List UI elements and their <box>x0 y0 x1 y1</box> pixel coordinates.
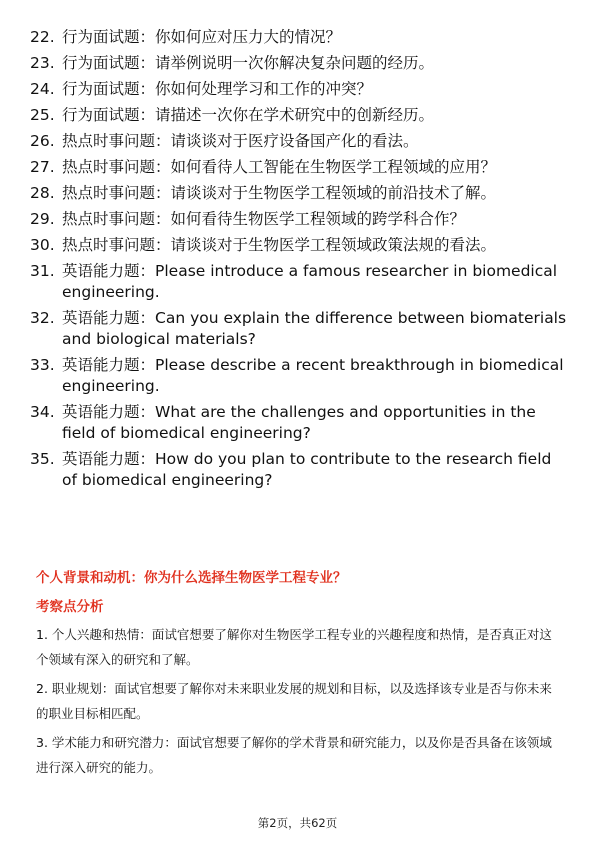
list-item <box>30 402 570 444</box>
analysis-point: 1. 个人兴趣和热情：面试官想要了解你对生物医学工程专业的兴趣程度和热情，是否真正对这个领域有深入的研究和了解。 <box>36 627 552 667</box>
question-number: 30. <box>30 236 55 254</box>
list-item <box>30 355 570 397</box>
question-number: 33. <box>30 356 55 374</box>
list-item <box>30 157 570 178</box>
question-number: 24. <box>30 80 55 98</box>
list-item <box>30 261 570 303</box>
question-number: 26. <box>30 132 55 150</box>
question-number: 27. <box>30 158 55 176</box>
question-number: 28. <box>30 184 55 202</box>
question-number: 35. <box>30 450 55 468</box>
question-text: 行为面试题：请描述一次你在学术研究中的创新经历。 <box>62 106 435 124</box>
question-text: 热点时事问题：如何看待生物医学工程领域的跨学科合作？ <box>62 210 466 228</box>
question-list <box>30 27 570 496</box>
question-text: 热点时事问题：请谈谈对于生物医学工程领域政策法规的看法。 <box>62 236 497 254</box>
section-heading: 个人背景和动机：你为什么选择生物医学工程专业？ <box>36 570 347 586</box>
list-item <box>30 308 570 350</box>
question-text: 英语能力题：Please introduce a famous researcher in biomedical engineering. <box>62 262 558 301</box>
list-item <box>30 449 570 491</box>
question-number: 22. <box>30 28 55 46</box>
list-item <box>30 235 570 256</box>
question-text: 英语能力题：How do you plan to contribute to the research field of biomedical engineering? <box>62 450 552 489</box>
question-number: 25. <box>30 106 55 124</box>
list-item <box>30 183 570 204</box>
question-text: 热点时事问题：请谈谈对于医疗设备国产化的看法。 <box>62 132 419 150</box>
question-text: 热点时事问题：如何看待人工智能在生物医学工程领域的应用？ <box>62 158 497 176</box>
list-item <box>30 209 570 230</box>
list-item <box>30 53 570 74</box>
question-number: 23. <box>30 54 55 72</box>
question-text: 行为面试题：你如何应对压力大的情况？ <box>62 28 342 46</box>
list-item <box>30 131 570 152</box>
question-text: 热点时事问题：请谈谈对于生物医学工程领域的前沿技术了解。 <box>62 184 497 202</box>
analysis-list <box>36 622 560 784</box>
question-number: 31. <box>30 262 55 280</box>
analysis-heading: 考察点分析 <box>36 599 104 615</box>
list-item <box>30 105 570 126</box>
question-text: 行为面试题：你如何处理学习和工作的冲突？ <box>62 80 373 98</box>
analysis-point: 2. 职业规划：面试官想要了解你对未来职业发展的规划和目标，以及选择该专业是否与你未来的职业目标相匹配。 <box>36 681 552 721</box>
page-number: 第2页，共62页 <box>257 816 338 830</box>
question-number: 29. <box>30 210 55 228</box>
list-item <box>30 27 570 48</box>
question-text: 英语能力题：Please describe a recent breakthrough in biomedical engineering. <box>62 356 564 395</box>
question-text: 行为面试题：请举例说明一次你解决复杂问题的经历。 <box>62 54 435 72</box>
question-number: 32. <box>30 309 55 327</box>
list-item <box>30 79 570 100</box>
question-number: 34. <box>30 403 55 421</box>
analysis-point: 3. 学术能力和研究潜力：面试官想要了解你的学术背景和研究能力，以及你是否具备在该领域进行深入研究的能力。 <box>36 735 552 775</box>
question-text: 英语能力题：What are the challenges and opportunities in the field of biomedical engineering? <box>62 403 536 442</box>
question-text: 英语能力题：Can you explain the difference between biomaterials and biological materials? <box>62 309 567 348</box>
